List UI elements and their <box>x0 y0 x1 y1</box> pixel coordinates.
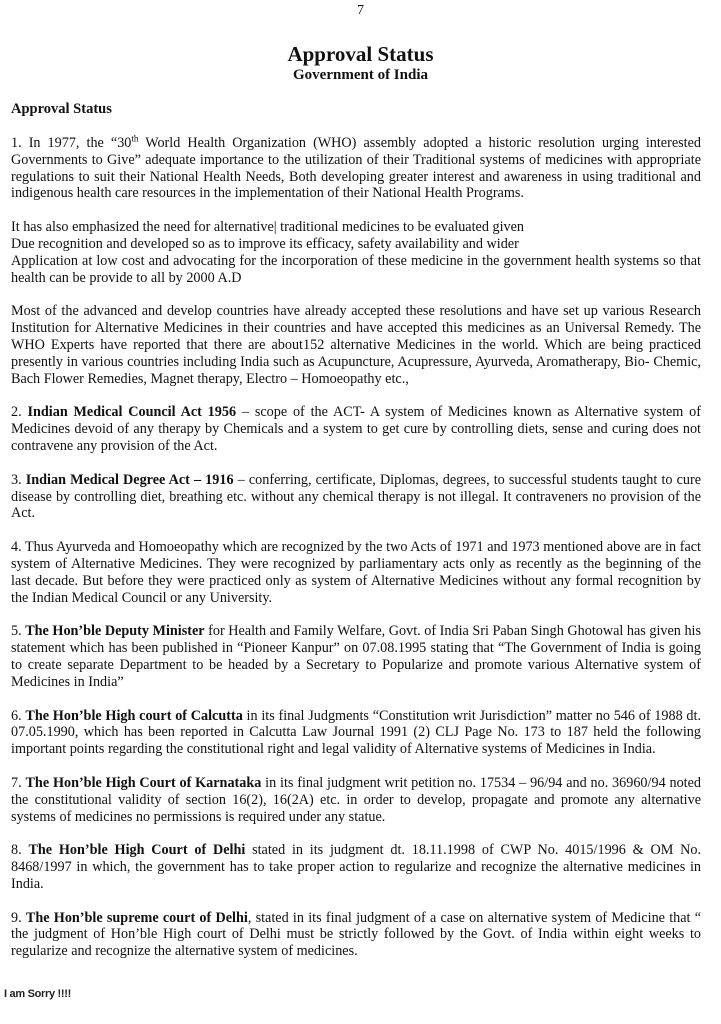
item-number: 8. <box>11 842 22 859</box>
item-number: 2. <box>11 404 22 421</box>
paragraph-text: 1. In 1977, the “30 <box>11 135 132 151</box>
page-subtitle: Government of India <box>293 67 428 83</box>
item-text: – conferring, certificate, Diplomas, degrees, to successful students taught to cure disease by controlling diet, breathing etc. without any chemical therapy is not illegal. It contraveners no provision of the Act. <box>11 471 701 522</box>
item-number: 7. <box>11 774 22 791</box>
document-body <box>11 135 701 977</box>
item-text: , stated in its final judgment of a case on alternative system of Medicine that “ the judgment of Hon’ble High court of Delhi must be strictly followed by the Govt. of India within eight weeks to regularize and recognize the alternative system of medicines. <box>11 909 702 960</box>
list-item <box>11 910 701 960</box>
item-number: 5. <box>11 623 22 640</box>
item-text: in its final judgment writ petition no. 17534 – 96/94 and no. 36960/94 noted the constitutional validity of section 16(2), 16(2A) etc. in order to develop, propagate and promote any alternative systems of medicines no permissions is required under any statue. <box>11 774 701 825</box>
item-title: Indian Medical Degree Act – 1916 <box>25 471 234 488</box>
list-item <box>11 404 701 454</box>
item-text: for Health and Family Welfare, Govt. of India Sri Paban Singh Ghotowal has given his statement which has been published in “Pioneer Kanpur” on 07.08.1995 stating that “The Government of India is going to create separate Department to be headed by a Secretary to Popularize and promote various Alternative system of Medicines in India” <box>11 623 702 690</box>
section-heading: Approval Status <box>11 101 112 117</box>
paragraph-line: It has also emphasized the need for alternative| traditional medicines to be evaluated given <box>11 219 525 236</box>
list-item <box>11 842 701 892</box>
paragraph-line: Application at low cost and advocating for the incorporation of these medicine in the government health systems so that health can be provide to all by 2000 A.D <box>11 252 701 286</box>
paragraph-who-resolution <box>11 135 701 202</box>
paragraph-advanced-countries: Most of the advanced and develop countries have already accepted these resolutions and have set up various Research Institution for Alternative Medicines in their countries and have accepted this medicines as an Universal Remedy. The WHO Experts have reported that there are about152 alternative Medicines in the world. Which are being practiced presently in various countries including India such as Acupuncture, Acupressure, Ayurveda, Aromatherapy, Bio- Chemic, Bach Flower Remedies, Magnet therapy, Electro – Homoeopathy etc., <box>11 303 701 387</box>
paragraph-text: World Health Organization (WHO) assembly adopted a historic resolution urging interested Governments to Give” adequate importance to the utilization of their Traditional systems of medicines with appropriate regulations to suit their National Health Needs, Both developing greater interest and awareness in using traditional and indigenous health care resources in the implementation of their National Health Programs. <box>11 135 701 202</box>
item-text: – scope of the ACT- A system of Medicines known as Alternative system of Medicines devoid of any therapy by Chemicals and a system to get cure by controlling diets, sense and curing does not contravene any provision of the Act. <box>11 404 701 454</box>
list-item <box>11 539 701 606</box>
list-item <box>11 472 701 522</box>
item-number: 9. <box>11 909 22 926</box>
page-number: 7 <box>357 3 364 18</box>
item-title: The Hon’ble Deputy Minister <box>25 623 205 640</box>
item-number: 3. <box>11 471 22 488</box>
item-text: Thus Ayurveda and Homoeopathy which are recognized by the two Acts of 1971 and 1973 mentioned above are in fact system of Alternative Medicines. They were recognized by parliamentary acts only as recently as the beginning of the last decade. But before they were practiced only as system of Alternative Medicines without any formal recognition by the Indian Medical Council or any University. <box>11 539 701 606</box>
paragraph-line: Due recognition and developed so as to improve its efficacy, safety availability and wider <box>11 235 519 252</box>
page-title: Approval Status <box>287 42 434 66</box>
item-title: The Hon’ble High Court of Karnataka <box>25 774 262 791</box>
ordinal-suffix: th <box>131 133 139 144</box>
item-title: The Hon’ble High court of Calcutta <box>25 707 243 724</box>
list-item <box>11 623 701 690</box>
item-title: The Hon’ble supreme court of Delhi <box>25 909 248 926</box>
item-text: stated in its judgment dt. 18.11.1998 of CWP No. 4015/1996 & OM No. 8468/1997 in which, the government has to take proper action to regularize and recognize the alternative medicines in India. <box>11 842 702 892</box>
item-text: in its final Judgments “Constitution writ Jurisdiction” matter no 546 of 1988 dt. 07.05.1990, which has been reported in Calcutta Law Journal 1991 (2) CLJ Page No. 173 to 187 held the following important points regarding the constitutional right and legal validity of Alternative systems of Medicines in India. <box>11 707 702 758</box>
list-item <box>11 708 701 758</box>
item-title: The Hon’ble High Court of Delhi <box>28 842 246 859</box>
item-number: 6. <box>11 707 22 724</box>
list-item <box>11 775 701 825</box>
item-title: Indian Medical Council Act 1956 <box>27 404 237 421</box>
item-number: 4. <box>11 539 22 556</box>
overlay-note: I am Sorry !!!! <box>4 988 72 1000</box>
